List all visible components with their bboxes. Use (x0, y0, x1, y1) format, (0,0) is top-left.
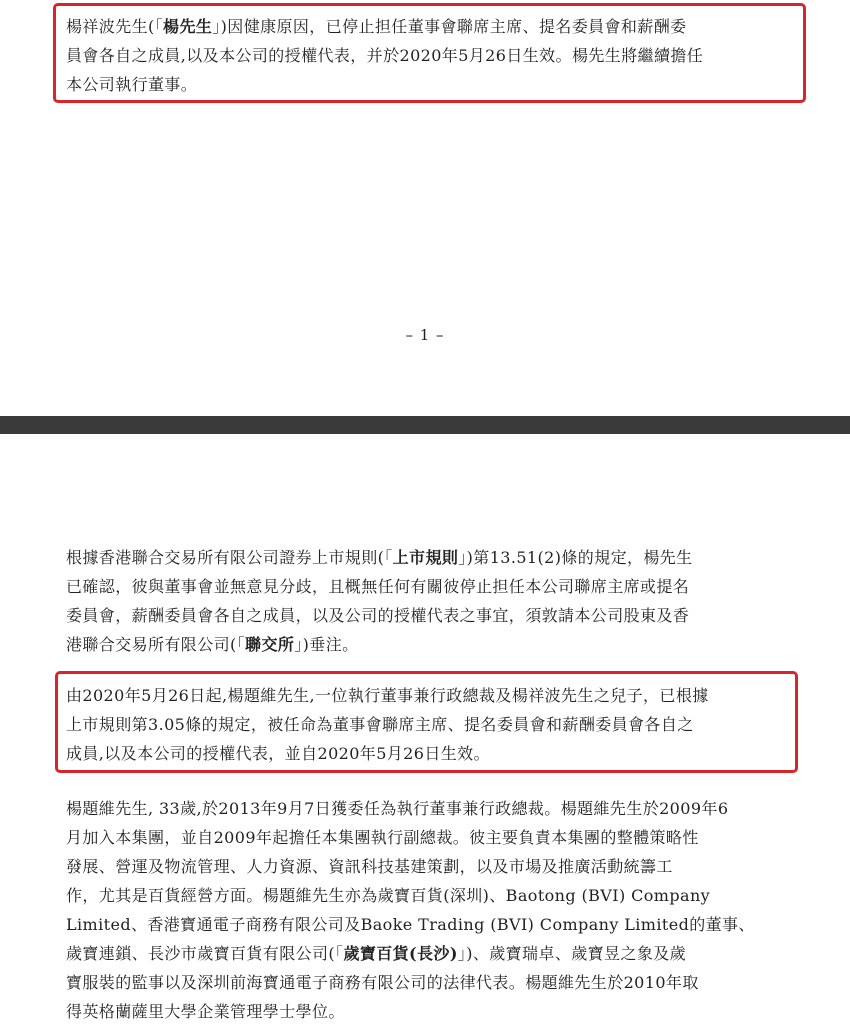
paragraph-appointment (66, 681, 791, 768)
text-segment: 由2020年5月26日起,楊題維先生,一位執行董事兼行政總裁及楊祥波先生之兒子，已根據 (66, 686, 709, 705)
text-segment: 作，尤其是百貨經營方面。楊題維先生亦為歲寶百貨(深圳)、Baotong (BVI) Company (66, 886, 711, 905)
text-segment: 港聯合交易所有限公司(「 (66, 635, 246, 654)
text-segment: 寶服裝的監事以及深圳前海寶通電子商務有限公司的法律代表。楊題維先生於2010年取 (66, 973, 699, 992)
paragraph-line (66, 968, 791, 997)
text-segment: 」)、歲寶瑞卓、歲寶昱之象及歲 (457, 944, 687, 963)
text-segment: 上市規則第3.05條的規定，被任命為董事會聯席主席、提名委員會和薪酬委員會各自之 (66, 715, 694, 734)
paragraph-line (66, 12, 791, 41)
paragraph-line (66, 630, 791, 659)
paragraph-biography (66, 794, 791, 1026)
paragraph-line (66, 601, 791, 630)
paragraph-line (66, 997, 791, 1026)
text-segment: Limited、香港寶通電子商務有限公司及Baoke Trading (BVI) Company Limited的董事、 (66, 915, 755, 934)
text-segment: 發展、營運及物流管理、人力資源、資訊科技基建策劃，以及市場及推廣活動統籌工 (66, 857, 673, 876)
paragraph-line (66, 41, 791, 70)
paragraph-line (66, 794, 791, 823)
text-segment: 」)因健康原因，已停止担任董事會聯席主席、提名委員會和薪酬委 (212, 17, 687, 36)
paragraph-line (66, 572, 791, 601)
page-number: – 1 – (405, 326, 445, 344)
paragraph-line (66, 852, 791, 881)
paragraph-listing-rules (66, 543, 791, 659)
paragraph-resignation (66, 12, 791, 99)
defined-term: 楊先生 (163, 17, 213, 36)
paragraph-line (66, 881, 791, 910)
paragraph-line (66, 739, 791, 768)
text-segment: 楊題維先生, 33歲,於2013年9月7日獲委任為執行董事兼行政總裁。楊題維先生於2009年6 (66, 799, 729, 818)
text-segment: 成員,以及本公司的授權代表，並自2020年5月26日生效。 (66, 744, 490, 763)
defined-term: 上市規則 (392, 548, 459, 567)
text-segment: 已確認，彼與董事會並無意見分歧，且概無任何有關彼停止担任本公司聯席主席或提名 (66, 577, 690, 596)
text-segment: 本公司執行董事。 (66, 75, 198, 94)
paragraph-line (66, 823, 791, 852)
defined-term: 歲寶百貨(長沙) (343, 944, 458, 963)
page-divider (0, 416, 850, 434)
text-segment: 」)垂注。 (294, 635, 359, 654)
text-segment: 得英格蘭薩里大學企業管理學士學位。 (66, 1002, 345, 1021)
paragraph-line (66, 681, 791, 710)
text-segment: 月加入本集團，並自2009年起擔任本集團執行副總裁。彼主要負責本集團的整體策略性 (66, 828, 699, 847)
text-segment: 委員會，薪酬委員會各自之成員，以及公司的授權代表之事宜，須敦請本公司股東及香 (66, 606, 690, 625)
text-segment: 歲寶連鎖、長沙市歲寶百貨有限公司(「 (66, 944, 344, 963)
text-segment: 根據香港聯合交易所有限公司證券上市規則(「 (66, 548, 393, 567)
paragraph-line (66, 939, 791, 968)
text-segment: 」)第13.51(2)條的規定，楊先生 (458, 548, 693, 567)
text-segment: 員會各自之成員,以及本公司的授權代表，并於2020年5月26日生效。楊先生將繼續擔任 (66, 46, 704, 65)
paragraph-line (66, 910, 791, 939)
paragraph-line (66, 710, 791, 739)
paragraph-line (66, 70, 791, 99)
defined-term: 聯交所 (245, 635, 295, 654)
text-segment: 楊祥波先生(「 (66, 17, 164, 36)
paragraph-line (66, 543, 791, 572)
